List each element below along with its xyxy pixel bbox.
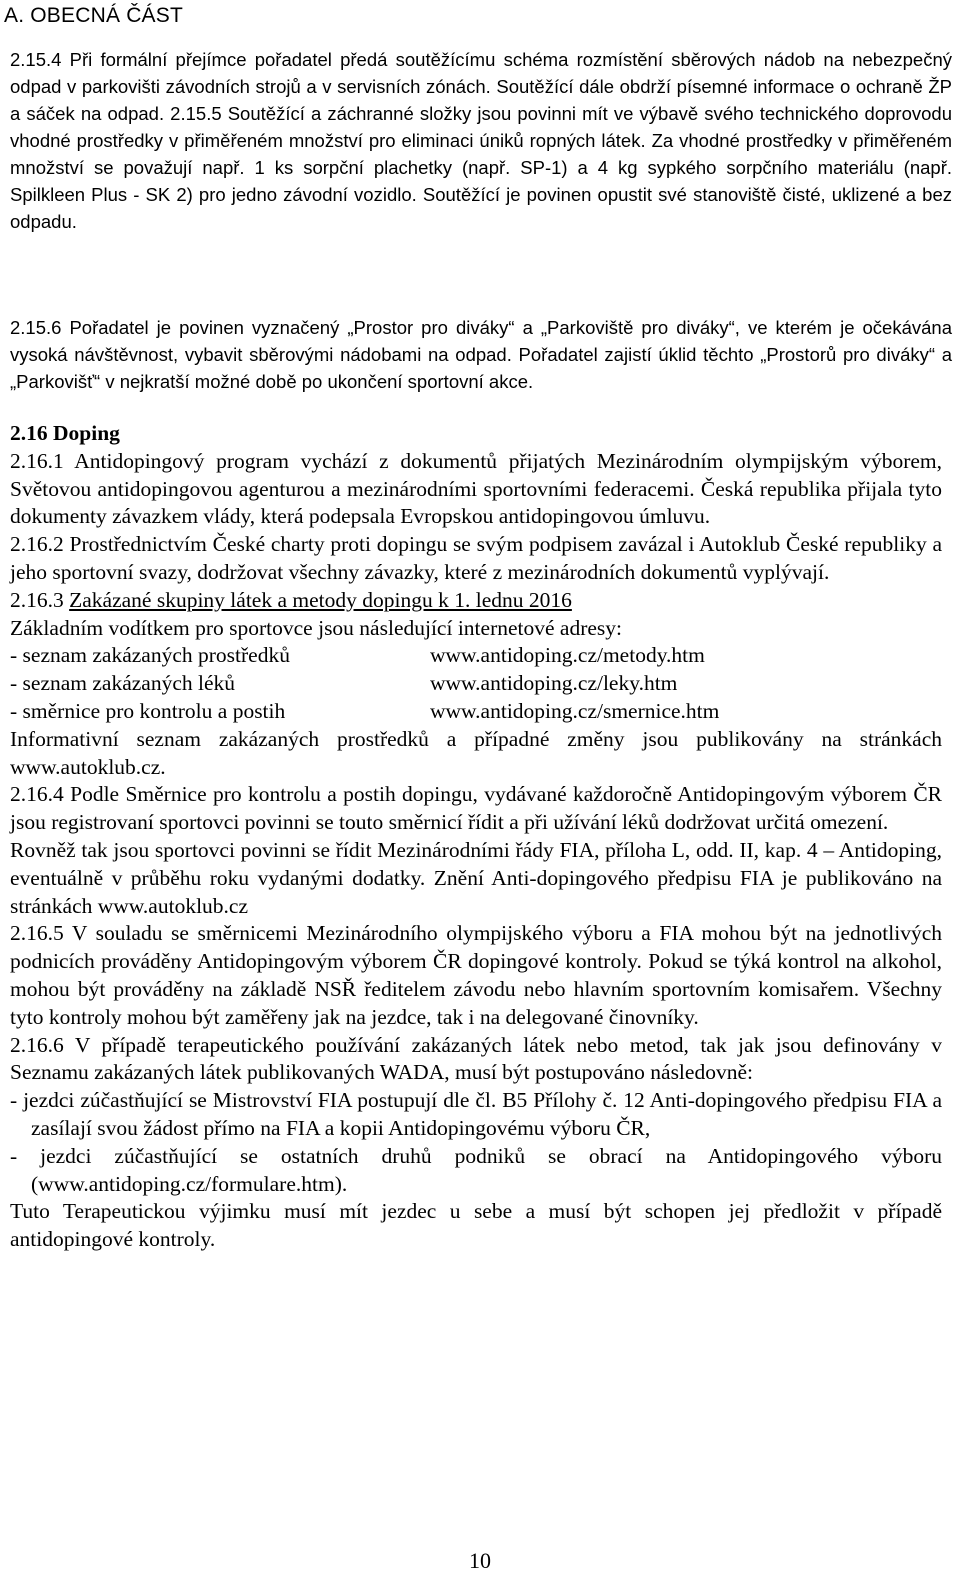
paragraph-2-16-5: 2.16.5 V souladu se směrnicemi Mezinárodního olympijského výboru a FIA mohou být na jednotlivých podnicích prováděny Antidopingovým výborem ČR dopingové kontroly. Pokud se týká kontrol na alkohol, mohou být prováděny na základě NSŘ ředitelem závodu nebo hlavním sportovním komisařem. Všechny tyto kontroly mohou být zaměřeny jak na jezdce, tak i na delegované činovníky. [10, 921, 942, 1029]
bullet-item: - jezdci zúčastňující se ostatních druhů podniků se obrací na Antidopingového výboru (www.antidoping.cz/formulare.htm). [10, 1143, 942, 1196]
spectator-section [10, 314, 952, 395]
waste-section [10, 46, 952, 235]
paragraph-2-16-4-fia: Rovněž tak jsou sportovci povinni se řídit Mezinárodními řády FIA, příloha L, odd. II, kap. 4 – Antidoping, eventuálně v průběhu roku vydanými dodatky. Znění Anti-dopingového předpisu FIA je publikováno na stránkách www.autoklub.cz [10, 837, 942, 918]
paragraph-2-16-6: 2.16.6 V případě terapeutického používání zakázaných látek nebo metod, tak jak jsou definovány v Seznamu zakázaných látek publikovaných WADA, musí být postupováno následovně: [10, 1032, 942, 1085]
paragraph-2-15-6: 2.15.6 Pořadatel je povinen vyznačený „Prostor pro diváky“ a „Parkoviště pro diváky“, ve kterém je očekávána vysoká návštěvnost, vybavit sběrovými nádobami na odpad. Pořadatel zajistí úklid těchto „Prostorů pro diváky“ a „Parkovišť“ v nejkratší možné době po ukončení sportovní akce. [10, 317, 952, 392]
page-number-text: 10 [469, 1548, 491, 1573]
address-row [10, 698, 942, 726]
address-link[interactable]: www.antidoping.cz/metody.htm [430, 643, 705, 668]
paragraph-2-16-1: 2.16.1 Antidopingový program vychází z dokumentů přijatých Mezinárodním olympijským výborem, Světovou antidopingovou agenturou a mezinárodními sportovními federacemi. Česká republika přijala tyto dokumenty závazkem vlády, která podepsala Evropskou antidopingovou úmluvu. [10, 448, 942, 529]
addresses-intro: Základním vodítkem pro sportovce jsou následující internetové adresy: [10, 615, 622, 640]
paragraph-2-16-4: 2.16.4 Podle Směrnice pro kontrolu a postih dopingu, vydávané každoročně Antidopingovým výborem ČR jsou registrovaní sportovci povinni se touto směrnicí řídit a při užívání léků dodržovat určitá omezení. [10, 782, 942, 835]
address-row [10, 670, 942, 698]
address-link[interactable]: www.antidoping.cz/leky.htm [430, 671, 678, 696]
section-title: Zakázané skupiny látek a metody dopingu k 1. lednu 2016 [69, 587, 572, 612]
paragraph-2-16-3 [10, 587, 942, 615]
heading-2-16: 2.16 Doping [10, 421, 120, 445]
address-list [10, 642, 942, 725]
closing-paragraph: Tuto Terapeutickou výjimku musí mít jezdec u sebe a musí být schopen jej předložit v případě antidopingové kontroly. [10, 1199, 942, 1252]
page-number [0, 1548, 960, 1574]
address-row [10, 642, 942, 670]
paragraph-2-16-2: 2.16.2 Prostřednictvím České charty proti dopingu se svým podpisem zavázal i Autoklub České republiky a jeho sportovní svazy, dodržovat všechny závazky, které z mezinárodních dokumentů vyplývají. [10, 532, 942, 584]
section-number: 2.16.3 [10, 587, 64, 612]
address-label: - seznam zakázaných léků [10, 671, 236, 696]
bullet-item: - jezdci zúčastňující se Mistrovství FIA postupují dle čl. B5 Přílohy č. 12 Anti-dopingového předpisu FIA a zasílají svou žádost přímo na FIA a kopii Antidopingovému výboru ČR, [10, 1088, 942, 1140]
address-label: - seznam zakázaných prostředků [10, 643, 290, 668]
doping-section [10, 420, 942, 1254]
section-header: A. OBECNÁ ČÁST [4, 4, 184, 27]
paragraph-2-15-4: 2.15.4 Při formální přejímce pořadatel předá soutěžícímu schéma rozmístění sběrových nádob na nebezpečný odpad v parkovišti závodních strojů a v servisních zónách. Soutěžící dále obdrží písemné informace o ochraně ŽP a sáček na odpad. 2.15.5 Soutěžící a záchranné složky jsou povinni mít ve výbavě svého technického doprovodu vhodné prostředky v přiměřeném množství pro eliminaci úniků ropných látek. Za vhodné prostředky v přiměřeném množství se považují např. 1 ks sorpční plachetky (např. SP-1) a 4 kg sypkého sorpčního materiálu (např. Spilkleen Plus - SK 2) pro jedno závodní vozidlo. Soutěžící je povinen opustit své stanoviště čisté, uklizené a bez odpadu. [10, 49, 952, 232]
address-link[interactable]: www.antidoping.cz/smernice.htm [430, 698, 720, 723]
address-label: - směrnice pro kontrolu a postih [10, 698, 286, 723]
info-paragraph: Informativní seznam zakázaných prostředků a případné změny jsou publikovány na stránkách www.autoklub.cz. [10, 726, 942, 779]
